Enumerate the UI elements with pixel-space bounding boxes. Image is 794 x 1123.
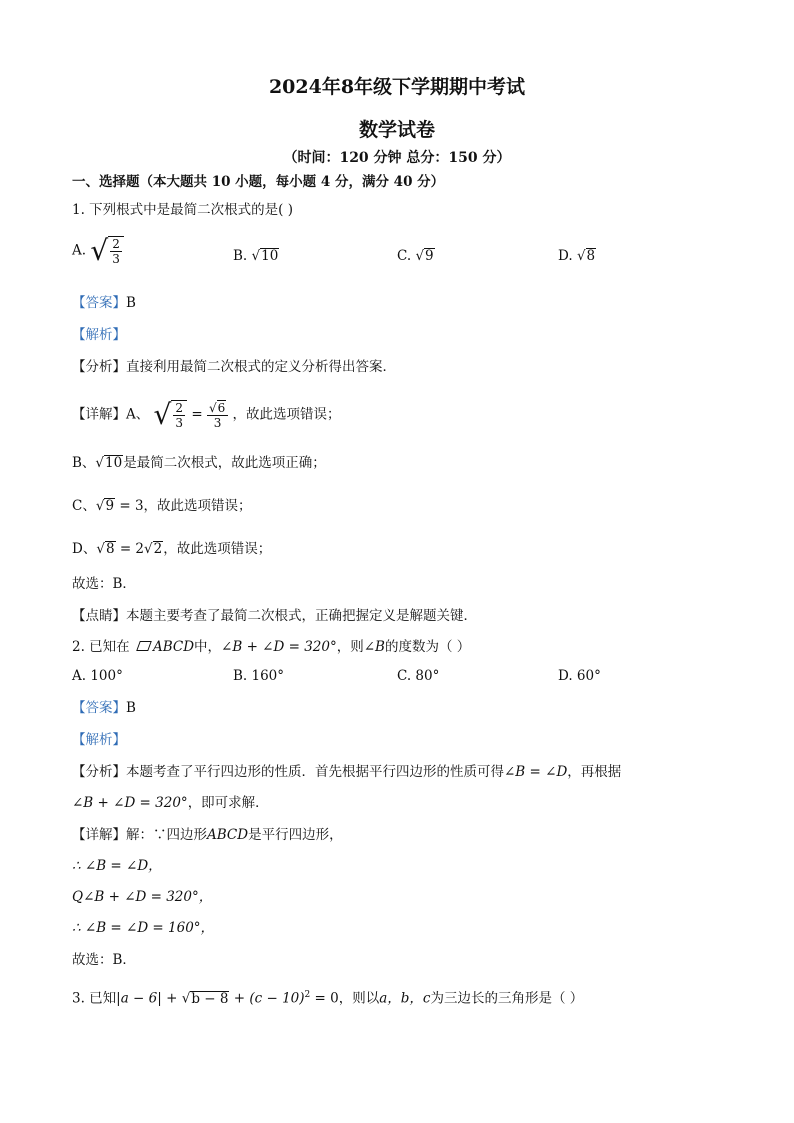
q2-stem: 2. 已知在 ABCD中，∠B + ∠D = 320°，则∠B的度数为（ ） [72,639,471,655]
q1-option-a: A. √ $\frac{2}{3}$ [72,236,124,266]
q1-detail-c: C、√9 = 3，故此选项错误； [72,498,252,514]
q2-option-c: C. 80° [397,668,440,684]
q1-dianjing: 【点睛】本题主要考查了最简二次根式，正确把握定义是解题关键． [72,608,477,624]
q1-detail-a: 【详解】A、 √ $\frac{2}{3}$ = $\frac{√6}{3}$ ，故此选项错误； [72,398,341,431]
q2-analysis-tag: 【解析】 [72,732,126,748]
exam-subtitle: 数学试卷 [358,119,435,141]
q2-option-a: A. 100° [72,668,123,684]
q2-step-1: ∴ ∠B = ∠D， [72,858,162,874]
q2-option-d: D. 60° [558,668,601,684]
q2-option-b: B. 160° [233,668,285,684]
q1-option-c: C. √9 [397,248,434,264]
parallelogram-icon [136,641,152,651]
sqrt-icon: √ $\frac{2}{3}$ [90,236,123,266]
q2-step-2: Q∠B + ∠D = 320°， [72,889,213,905]
q1-stem: 1. 下列根式中是最简二次根式的是( ) [72,202,293,218]
q1-answer: 【答案】B [72,295,136,311]
q1-choose: 故选：B． [72,576,136,592]
q1-option-d: D. √8 [558,248,596,264]
q2-detail: 【详解】解：∵四边形ABCD是平行四边形， [72,827,343,843]
q2-fenxi: 【分析】本题考查了平行四边形的性质．首先根据平行四边形的性质可得∠B = ∠D，再根据 [72,764,622,780]
exam-meta: （时间：120 分钟 总分：150 分） [283,150,511,166]
q1-detail-d: D、√8 = 2√2，故此选项错误； [72,541,272,557]
q1-detail-b: B、√10是最简二次根式，故此选项正确； [72,455,326,471]
section-heading: 一、选择题（本大题共 10 小题，每小题 4 分，满分 40 分） [72,174,445,190]
q1-fenxi: 【分析】直接利用最简二次根式的定义分析得出答案． [72,359,396,375]
q2-answer: 【答案】B [72,700,136,716]
q2-choose: 故选：B． [72,952,136,968]
q3-stem: 3. 已知$|a - 6| + √b - 8 + (c - 10)^2 = 0$，则以a，b，c为三边长的三角形是（ ） [72,990,584,1007]
q1-option-b: B. √10 [233,248,279,264]
exam-title: 2024年8年级下学期期中考试 [268,76,526,98]
q2-fenxi-cont: ∠B + ∠D = 320°，即可求解． [72,795,269,811]
q2-step-3: ∴ ∠B = ∠D = 160°， [72,920,215,936]
q1-analysis-tag: 【解析】 [72,327,126,343]
